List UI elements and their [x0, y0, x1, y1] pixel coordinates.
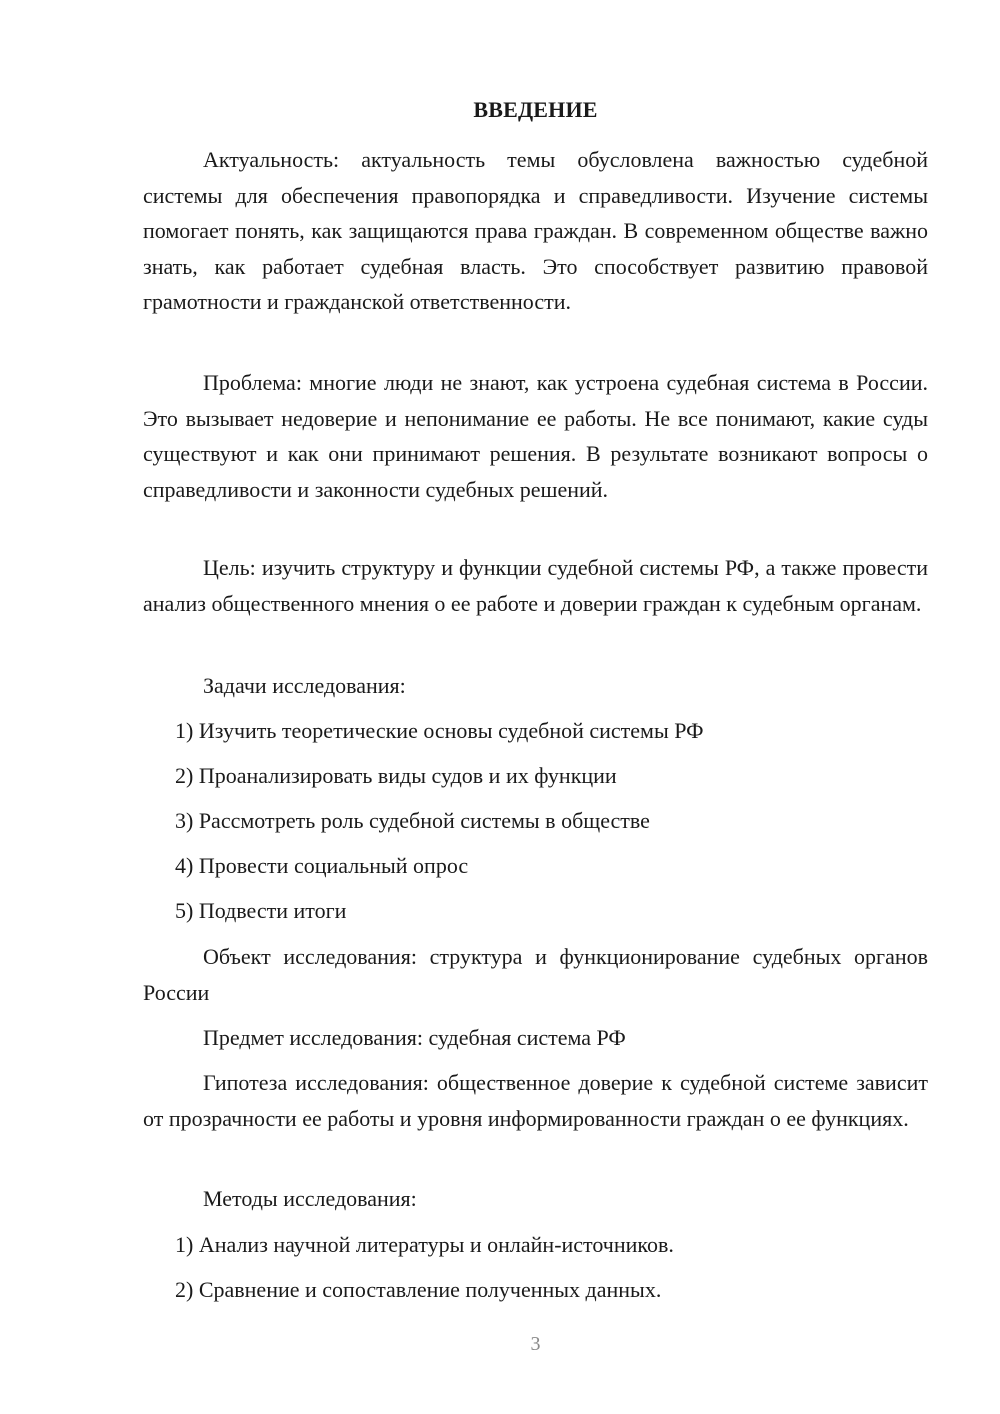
hypothesis-paragraph: Гипотеза исследования: общественное доверие к судебной системе зависит от прозрачности ее работы и уровня информированности граждан о ее функциях. — [143, 1070, 928, 1131]
problem-paragraph: Проблема: многие люди не знают, как устроена судебная система в России. Это вызывает недоверие и непонимание ее работы. Не все понимают, какие суды существуют и как они принимают решения. В результате возникают вопросы о справедливости и законности судебных решений. — [143, 370, 928, 502]
tasks-heading: Задачи исследования: — [203, 673, 406, 698]
goal-paragraph: Цель: изучить структуру и функции судебной системы РФ, а также провести анализ общественного мнения о ее работе и доверии граждан к судебным органам. — [143, 555, 928, 616]
section-title: ВВЕДЕНИЕ — [473, 97, 598, 122]
page-number: 3 — [530, 1333, 541, 1355]
methods-heading: Методы исследования: — [203, 1186, 417, 1211]
object-paragraph: Объект исследования: структура и функционирование судебных органов России — [143, 944, 928, 1005]
method-item-2: 2) Сравнение и сопоставление полученных данных. — [175, 1277, 662, 1302]
task-item-3: 3) Рассмотреть роль судебной системы в обществе — [175, 808, 650, 833]
method-item-1: 1) Анализ научной литературы и онлайн-источников. — [175, 1232, 674, 1257]
task-item-4: 4) Провести социальный опрос — [175, 853, 469, 878]
task-item-5: 5) Подвести итоги — [175, 898, 347, 923]
task-item-2: 2) Проанализировать виды судов и их функции — [175, 763, 617, 788]
relevance-paragraph: Актуальность: актуальность темы обусловлена важностью судебной системы для обеспечения правопорядка и справедливости. Изучение системы помогает понять, как защищаются права граждан. В современном обществе важно знать, как работает судебная власть. Это способствует развитию правовой грамотности и гражданской ответственности. — [143, 147, 928, 314]
subject-line: Предмет исследования: судебная система РФ — [203, 1025, 626, 1050]
task-item-1: 1) Изучить теоретические основы судебной системы РФ — [175, 718, 704, 743]
